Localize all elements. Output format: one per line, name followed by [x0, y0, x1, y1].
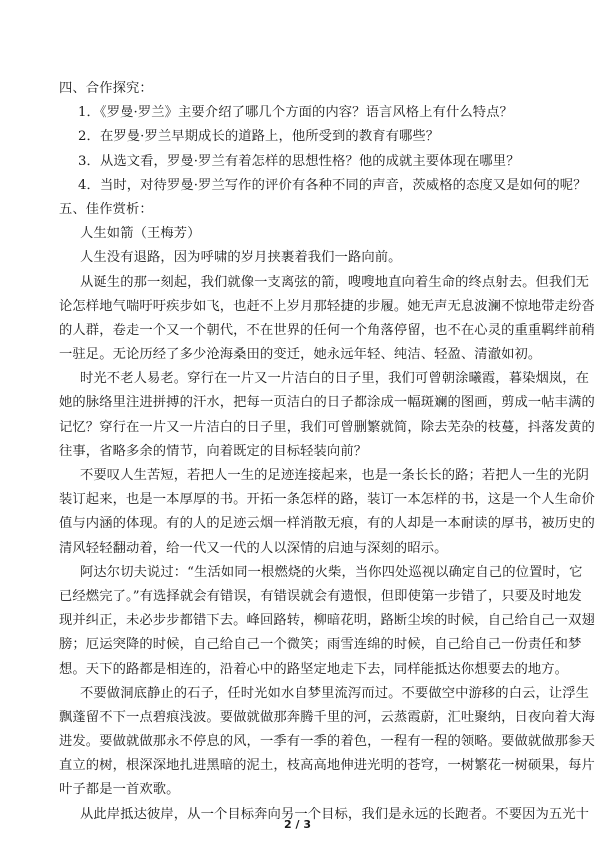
essay-line: 已经燃完了。”有选择就会有错误，有错误就会有遗恨，但即使第一步错了，只要及时地发	[59, 588, 582, 604]
essay-line: 膀；厄运突降的时候，自己给自己一个微笑；雨雪连绵的时候，自己给自己一份责任和梦	[59, 637, 582, 653]
essay-line: 记忆？穿行在一片又一片洁白的日子里，我们可曾删繁就简，除去芜杂的枝蔓，抖落发黄的	[59, 419, 595, 435]
essay-line: 不要做洞底静止的石子，任时光如水自梦里流泻而过。不要做空中游移的白云，让浮生	[80, 685, 590, 701]
essay-line: 她的脉络里注进拼搏的汗水，把每一页洁白的日子都涂成一幅斑斓的图画，剪成一帖丰满的	[59, 395, 595, 411]
essay-line: 一驻足。无论历经了多少沧海桑田的变迁，她永远年轻、纯洁、轻盈、清澈如初。	[59, 347, 542, 363]
essay-line: 不要叹人生苦短，若把人一生的足迹连接起来，也是一条长长的路；若把人一生的光阴	[80, 468, 590, 483]
essay-line: 从诞生的那一刻起，我们就像一支离弦的箭，嗖嗖地直向着生命的终点射去。但我们无	[80, 274, 590, 290]
essay-line: 值与内涵的体现。有的人的足迹云烟一样消散无痕，有的人却是一本耐读的厚书，被历史的	[59, 516, 595, 532]
question-3: 3．从选文看，罗曼·罗兰有着怎样的思想性格？他的成就主要体现在哪里？	[78, 153, 520, 169]
essay-line: 进发。要做就做那永不停息的风，一季有一季的着色，一程有一程的领略。要做就做那参天	[59, 734, 595, 750]
essay-line: 飘蓬留不下一点碧痕浅波。要做就做那奔腾千里的河，云蒸霞蔚，汇吐聚纳，日夜向着大海	[59, 709, 595, 725]
essay-line: 从此岸抵达彼岸，从一个目标奔向另一个目标，我们是永远的长跑者。不要因为五光十	[80, 806, 590, 822]
document-body	[59, 77, 595, 827]
section-heading-essay-appreciation: 五、佳作赏析：	[59, 201, 153, 217]
essay-line: 现并纠正，未必步步都错下去。峰回路转，柳暗花明，路断尘埃的时候，自己给自己一双翅	[59, 613, 595, 629]
essay-line: 时光不老人易老。穿行在一片又一片洁白的日子里，我们可曾朝涂曦霞，暮染烟岚，在	[80, 371, 590, 387]
essay-line: 装订起来，也是一本厚厚的书。开拓一条怎样的路，装订一本怎样的书，这是一个人生命价	[59, 492, 595, 508]
essay-line: 清风轻轻翻动着，给一代又一代的人以深情的启迪与深刻的昭示。	[59, 540, 448, 556]
essay-line: 的人群，卷走一个又一个朝代，不在世界的任何一个角落停留，也不在心灵的重重羁绊前稍	[59, 322, 595, 338]
essay-line: 论怎样地气喘吁吁疾步如飞，也赶不上岁月那轻捷的步履。她无声无息波澜不惊地带走纷沓	[59, 298, 595, 314]
essay-line: 直立的树，根深深地扎进黑暗的泥土，枝高高地伸进光明的苍穹，一树繁花一树硕果，每片	[59, 758, 595, 774]
essay-title: 人生如箭（王梅芳）	[80, 226, 201, 242]
question-4: 4．当时，对待罗曼·罗兰写作的评价有各种不同的声音，茨威格的态度又是如何的呢？	[78, 177, 587, 193]
essay-line: 叶子都是一首欢歌。	[59, 782, 180, 798]
essay-line: 想。天下的路都是相连的，沿着心中的路坚定地走下去，同样能抵达你想要去的地方。	[59, 661, 569, 677]
page-number: 2 / 3	[284, 818, 311, 831]
essay-line: 人生没有退路，因为呼啸的岁月挟裹着我们一路向前。	[80, 250, 402, 266]
essay-line: 阿达尔切夫说过：“生活如同一根燃烧的火柴，当你四处巡视以确定自己的位置时，它	[80, 564, 583, 580]
section-heading-cooperative-inquiry: 四、合作探究：	[59, 81, 153, 96]
question-1: 1．《罗曼·罗兰》主要介绍了哪几个方面的内容？语言风格上有什么特点？	[78, 105, 513, 121]
essay-line: 往事，省略多余的情节，向着既定的目标轻装向前？	[59, 443, 368, 459]
question-2: 2．在罗曼·罗兰早期成长的道路上，他所受到的教育有哪些？	[78, 129, 440, 145]
